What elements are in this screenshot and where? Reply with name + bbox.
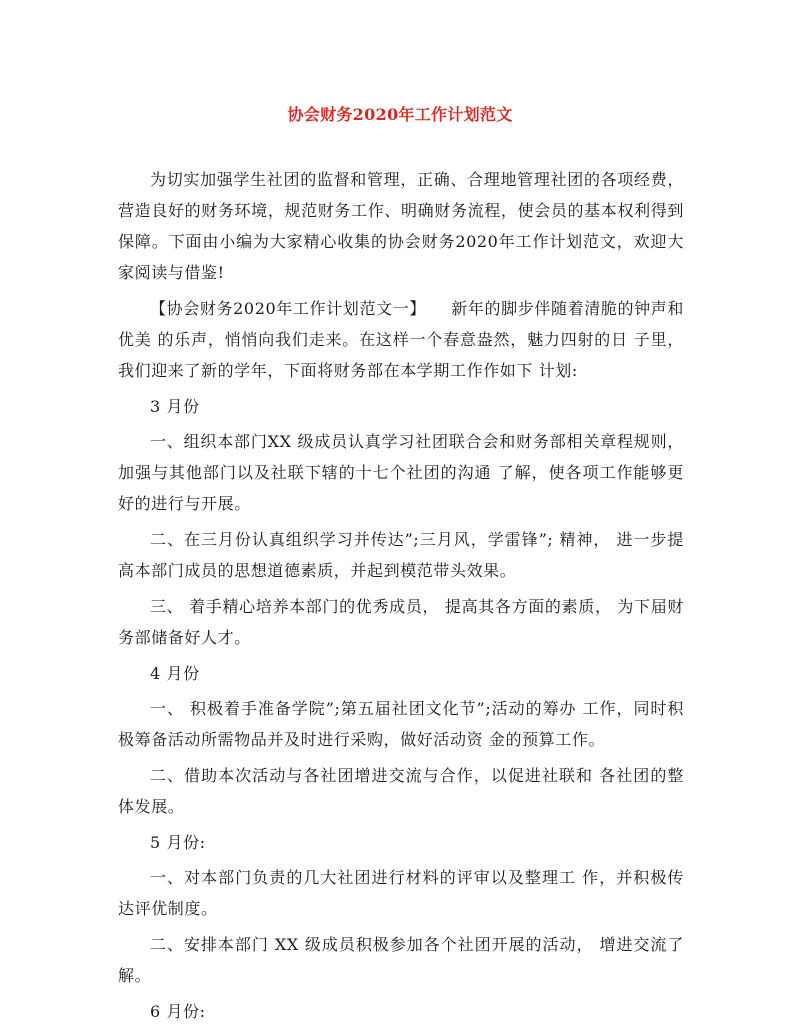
may-heading: 5 月份:: [150, 833, 206, 852]
june-heading: 6 月份:: [150, 1002, 206, 1021]
march-item-1: 一、组织本部门XX 级成员认真学习社团联合会和财务部相关章程规则， 加强与其他部门以及社联下辖的十七个社团的沟通 了解，使各项工作能够更好的进行与开展。: [118, 432, 684, 513]
april-item-2: 二、借助本次活动与各社团增进交流与合作，以促进社联和 各社团的整体发展。: [118, 766, 684, 816]
document-title: 协会财务2020年工作计划范文: [287, 105, 513, 124]
march-item-2: 二、在三月份认真组织学习并传达”;三月风，学雷锋”; 精神， 进一步提高本部门成员的思想道德素质，并起到模范带头效果。: [118, 530, 684, 580]
march-heading: 3 月份: [150, 397, 200, 416]
may-item-1: 一、对本部门负责的几大社团进行材料的评审以及整理工 作，并积极传达评优制度。: [118, 868, 684, 918]
section-one-intro-paragraph: 【协会财务2020年工作计划范文一】 新年的脚步伴随着清脆的钟声和优美 的乐声，悄悄向我们走来。在这样一个春意盎然，魅力四射的日 子里，我们迎来了新的学年，下面将财务部在本学期工作作如下 计划:: [118, 299, 684, 380]
april-item-1: 一、 积极着手准备学院”;第五届社团文化节”;活动的筹办 工作，同时积极筹备活动所需物品并及时进行采购，做好活动资 金的预算工作。: [118, 699, 684, 749]
document-body: [118, 164, 684, 1031]
intro-paragraph: 为切实加强学生社团的监督和管理，正确、合理地管理社团的各项经费，营造良好的财务环境，规范财务工作、明确财务流程，使会员的基本权利得到保障。下面由小编为大家精心收集的协会财务2020年工作计划范文，欢迎大家阅读与借鉴!: [118, 170, 684, 282]
april-heading: 4 月份: [150, 664, 200, 683]
march-item-3: 三、 着手精心培养本部门的优秀成员， 提高其各方面的素质， 为下届财务部储备好人才。: [118, 597, 684, 647]
may-item-2: 二、安排本部门 XX 级成员积极参加各个社团开展的活动， 增进交流了解。: [118, 935, 684, 985]
